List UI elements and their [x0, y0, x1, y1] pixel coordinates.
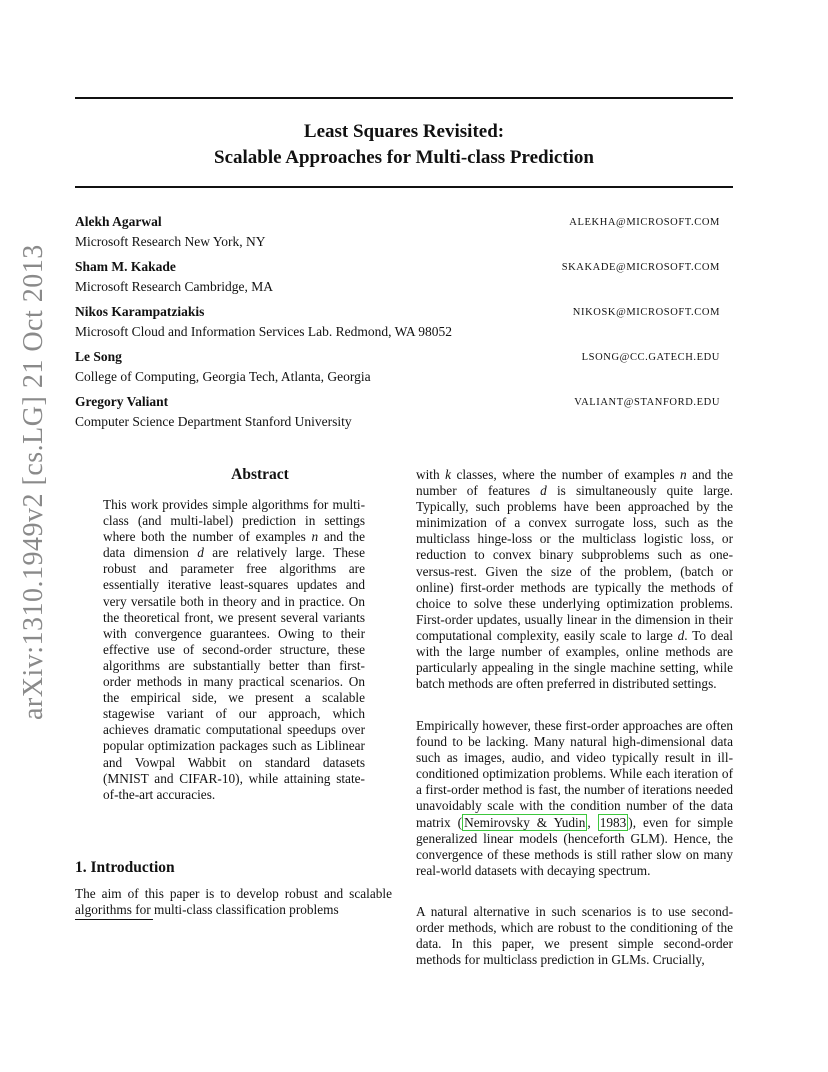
- body-paragraph: with k classes, where the number of examples n and the number of features d is simultaneously quite large. Typically, such problems have been approached by the minimization of a convex surrogate loss, such as the multiclass hinge-loss or the multiclass logistic loss, or reduction to convex binary subproblems such as one-versus-rest. Given the size of the problem, (batch or online) first-order methods are typically the methods of choice to solve these underlying optimization problems. First-order updates, usually linear in the dimension in their computational complexity, easily scale to large d. To deal with the large number of examples, online methods are particularly appealing in the single machine setting, while batch methods are often preferred in distributed settings.: [416, 467, 734, 692]
- author-name: Gregory Valiant: [75, 394, 169, 409]
- author-name: Alekh Agarwal: [75, 214, 162, 229]
- author-affiliation: Computer Science Department Stanford University: [75, 414, 352, 429]
- author-block: [75, 348, 720, 386]
- author-name: Le Song: [75, 349, 122, 364]
- author-email: VALIANT@STANFORD.EDU: [574, 397, 720, 408]
- title-rule-top: [75, 97, 733, 99]
- abstract-heading: Abstract: [231, 466, 289, 483]
- citation-link[interactable]: Nemirovsky & Yudin: [464, 814, 586, 830]
- author-email: NIKOSK@MICROSOFT.COM: [572, 307, 720, 318]
- footnote-rule: [75, 919, 153, 920]
- author-affiliation: Microsoft Research New York, NY: [75, 234, 266, 249]
- author-email: LSONG@CC.GATECH.EDU: [581, 352, 720, 363]
- introduction-text: The aim of this paper is to develop robust and scalable algorithms for multi-class classification problems: [75, 886, 392, 918]
- body-paragraph: Empirically however, these first-order approaches are often found to be lacking. Many natural high-dimensional data such as images, audio, and video typically result in ill-conditioned optimization problems. While each iteration of a first-order method is fast, the number of iterations needed unavoidably scale with the condition number of the data matrix ( Nemirovsky & Yudin , 1983 ), even for simple generalized linear models (henceforth GLM). Hence, the convergence of these methods is still rather slow on many real-world datasets with decaying spectrum.: [416, 718, 733, 878]
- author-affiliation: Microsoft Research Cambridge, MA: [75, 279, 273, 294]
- citation-year-link[interactable]: 1983: [599, 814, 627, 830]
- paper-title-line-2: Scalable Approaches for Multi-class Prediction: [214, 147, 594, 168]
- title-rule-bottom: [75, 186, 733, 188]
- author-block: [75, 303, 720, 341]
- arxiv-stamp: arXiv:1310.1949v2 [cs.LG] 21 Oct 2013: [18, 244, 49, 720]
- paper-title-line-1: Least Squares Revisited:: [303, 121, 505, 142]
- body-paragraph: A natural alternative in such scenarios is to use second-order methods, which are robust to the conditioning of the data. In this paper, we present simple second-order methods for multiclass prediction in GLMs. Crucially,: [416, 904, 733, 968]
- author-block: [75, 258, 720, 296]
- author-email: SKAKADE@MICROSOFT.COM: [561, 262, 720, 273]
- abstract-text: This work provides simple algorithms for multi-class (and multi-label) prediction in settings where both the number of examples n and the data dimension d are relatively large. These robust and parameter free algorithms are essentially iterative least-squares updates and very versatile both in theory and in practice. On the theoretical front, we present several variants with convergence guarantees. Owing to their effective use of second-order structure, these algorithms are substantially better than first-order methods in many practical scenarios. On the empirical side, we present a scalable stagewise variant of our approach, which achieves dramatic computational speedups over popular optimization packages such as Liblinear and Vowpal Wabbit on standard datasets (MNIST and CIFAR-10), while attaining state-of-the-art accuracies.: [103, 497, 365, 802]
- author-block: [75, 393, 720, 431]
- author-name: Sham M. Kakade: [75, 259, 176, 274]
- introduction-heading: 1. Introduction: [75, 859, 175, 876]
- author-affiliation: College of Computing, Georgia Tech, Atlanta, Georgia: [75, 369, 371, 384]
- author-email: ALEKHA@MICROSOFT.COM: [569, 217, 720, 228]
- author-block: [75, 213, 720, 251]
- author-name: Nikos Karampatziakis: [75, 304, 205, 319]
- author-affiliation: Microsoft Cloud and Information Services Lab. Redmond, WA 98052: [75, 324, 452, 339]
